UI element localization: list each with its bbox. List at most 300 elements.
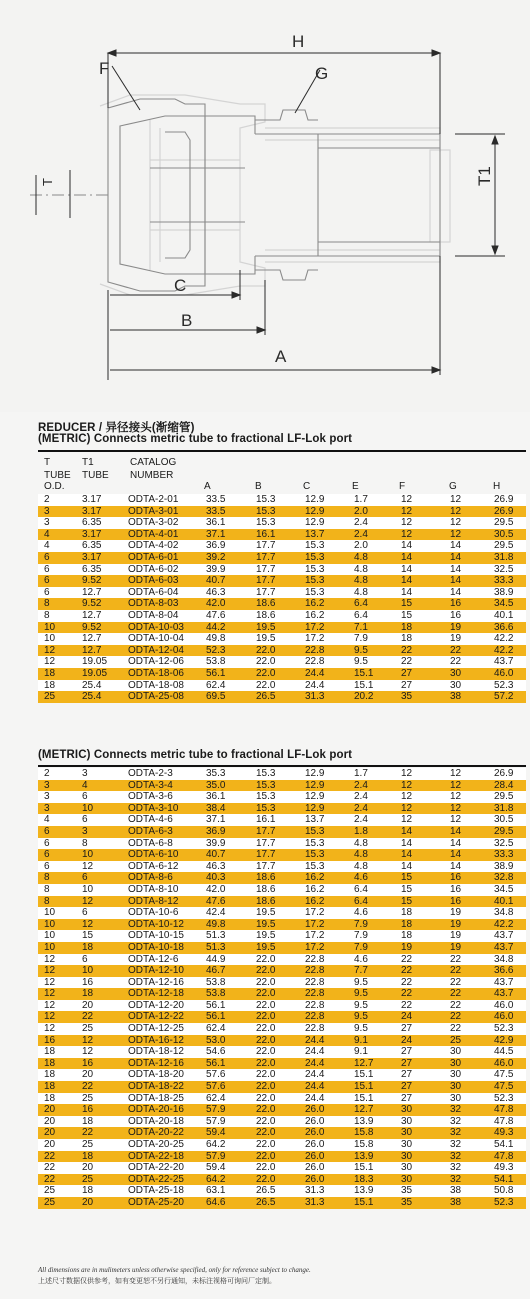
- table-row: [38, 1069, 526, 1081]
- table1-cell: 9.52: [76, 622, 122, 634]
- table1-cell: 3: [38, 517, 76, 529]
- table2-cell: ODTA-20-22: [122, 1127, 200, 1139]
- table2-cell: 31.3: [299, 1185, 348, 1197]
- table-row: [38, 1081, 526, 1093]
- table1-cell: 6.4: [348, 610, 395, 622]
- table2-cell: 2.4: [348, 814, 395, 826]
- table2-cell: 7.7: [348, 965, 395, 977]
- table2-cell: 26.0: [299, 1151, 348, 1163]
- table1-cell: 34.5: [488, 598, 526, 610]
- table2-cell: 26.0: [299, 1139, 348, 1151]
- table2-cell: 20: [38, 1127, 76, 1139]
- table1-cell: 31.3: [299, 691, 348, 703]
- table1-cell: 3.17: [76, 494, 122, 506]
- table2-cell: ODTA-10-12: [122, 919, 200, 931]
- table1-cell: 16.2: [299, 610, 348, 622]
- table2-cell: 16: [76, 977, 122, 989]
- table-row: [38, 1197, 526, 1209]
- table2-cell: 28.4: [488, 780, 526, 792]
- table1-cell: 2.0: [348, 506, 395, 518]
- table1-cell: ODTA-3-01: [122, 506, 200, 518]
- table1-cell: 12.7: [76, 645, 122, 657]
- table2-cell: 6: [76, 907, 122, 919]
- table1-cell: 35: [395, 691, 444, 703]
- table1-cell: 3.17: [76, 529, 122, 541]
- table-row: [38, 680, 526, 692]
- table2-cell: 15.1: [348, 1162, 395, 1174]
- table1-cell: 15: [395, 598, 444, 610]
- table2-cell: 19.5: [250, 919, 299, 931]
- table2-cell: 24: [395, 1035, 444, 1047]
- table1-cell: 6.35: [76, 517, 122, 529]
- table1-cell: 14: [395, 552, 444, 564]
- table2-cell: 10: [38, 919, 76, 931]
- table2-cell: 22: [395, 977, 444, 989]
- table-row: [38, 965, 526, 977]
- table1-cell: 15.3: [250, 494, 299, 506]
- table1-cell: ODTA-3-02: [122, 517, 200, 529]
- table2-cell: 17.2: [299, 930, 348, 942]
- table2-cell: 32: [444, 1151, 488, 1163]
- table2-cell: 22.0: [250, 1093, 299, 1105]
- table1-cell: 42.2: [488, 645, 526, 657]
- table2-cell: 12: [444, 791, 488, 803]
- table2-cell: 22: [38, 1174, 76, 1186]
- table2-cell: 22.0: [250, 1058, 299, 1070]
- table1-cell: 47.6: [200, 610, 250, 622]
- table2-cell: 24.4: [299, 1081, 348, 1093]
- table2-cell: 25: [76, 1093, 122, 1105]
- table1-cell: 37.1: [200, 529, 250, 541]
- table2-cell: 44.5: [488, 1046, 526, 1058]
- table2-cell: 53.8: [200, 988, 250, 1000]
- table1-cell: 12: [38, 645, 76, 657]
- table2-cell: 10: [38, 907, 76, 919]
- header-a: A: [204, 481, 211, 492]
- table1-cell: 24.4: [299, 680, 348, 692]
- table2-cell: ODTA-18-25: [122, 1093, 200, 1105]
- table1-cell: 6.35: [76, 564, 122, 576]
- table2-cell: 15.3: [250, 803, 299, 815]
- table2-cell: ODTA-6-10: [122, 849, 200, 861]
- table1-cell: 12: [395, 494, 444, 506]
- table2-cell: 64.2: [200, 1139, 250, 1151]
- table2-cell: 40.7: [200, 849, 250, 861]
- table2-cell: 25: [38, 1197, 76, 1209]
- table1-cell: 44.2: [200, 622, 250, 634]
- header-number: NUMBER: [130, 470, 174, 481]
- dim-t-label: T: [40, 178, 55, 186]
- table2-cell: 22.0: [250, 1127, 299, 1139]
- table2-cell: 19: [395, 942, 444, 954]
- table2-cell: 12: [395, 803, 444, 815]
- table2-cell: ODTA-12-10: [122, 965, 200, 977]
- table-row: [38, 1093, 526, 1105]
- table2-cell: 16: [76, 1104, 122, 1116]
- table2-cell: 42.9: [488, 1035, 526, 1047]
- table1-cell: 17.7: [250, 575, 299, 587]
- table1-cell: 16: [444, 598, 488, 610]
- table-row: [38, 780, 526, 792]
- table1-cell: 12: [444, 494, 488, 506]
- table1-cell: 14: [444, 540, 488, 552]
- header-t1: T1: [82, 457, 94, 468]
- table1-cell: 46.3: [200, 587, 250, 599]
- table2-cell: 44.9: [200, 954, 250, 966]
- table2-cell: 27: [395, 1023, 444, 1035]
- table1-header: [38, 450, 526, 495]
- table2-cell: ODTA-6-12: [122, 861, 200, 873]
- table2-cell: 22.8: [299, 988, 348, 1000]
- table1-cell: 22.8: [299, 656, 348, 668]
- table2-cell: 6: [76, 791, 122, 803]
- table2-cell: 25: [76, 1023, 122, 1035]
- table1-cell: ODTA-18-06: [122, 668, 200, 680]
- table2-cell: 43.7: [488, 977, 526, 989]
- table-row: [38, 1104, 526, 1116]
- table2-cell: 12: [38, 1011, 76, 1023]
- table1-cell: 4: [38, 540, 76, 552]
- table1-cell: 19: [444, 633, 488, 645]
- table2-cell: 36.6: [488, 965, 526, 977]
- table1-cell: 14: [395, 540, 444, 552]
- table2-cell: 57.9: [200, 1151, 250, 1163]
- table2-cell: 53.8: [200, 977, 250, 989]
- table1-cell: 6.4: [348, 598, 395, 610]
- table1-cell: 31.8: [488, 552, 526, 564]
- table1-cell: 15.3: [299, 575, 348, 587]
- table2-cell: 26.0: [299, 1116, 348, 1128]
- table2-cell: 17.7: [250, 826, 299, 838]
- table2-cell: 19: [444, 930, 488, 942]
- table2-cell: 12: [76, 1035, 122, 1047]
- table2-cell: 26.0: [299, 1104, 348, 1116]
- table1-cell: 7.1: [348, 622, 395, 634]
- table-row: [38, 896, 526, 908]
- table2-cell: 47.8: [488, 1104, 526, 1116]
- table2-cell: 16: [444, 872, 488, 884]
- table2-cell: 47.8: [488, 1116, 526, 1128]
- table2-cell: 4.8: [348, 849, 395, 861]
- table2-cell: 12: [76, 896, 122, 908]
- table2-cell: 18: [76, 1151, 122, 1163]
- table2-cell: 18: [76, 988, 122, 1000]
- table2-cell: 14: [444, 861, 488, 873]
- table2-cell: 22.0: [250, 1081, 299, 1093]
- header-catalog: CATALOG: [130, 457, 177, 468]
- table1-cell: 6: [38, 587, 76, 599]
- table2-cell: 35.3: [200, 768, 250, 780]
- table-row: [38, 691, 526, 703]
- table2-cell: 10: [38, 942, 76, 954]
- table2-cell: 30.5: [488, 814, 526, 826]
- table2-cell: 4.6: [348, 872, 395, 884]
- table2-cell: 34.8: [488, 907, 526, 919]
- table2-cell: 29.5: [488, 791, 526, 803]
- dim-h-label: H: [292, 32, 305, 51]
- table1-cell: 30: [444, 668, 488, 680]
- table2-cell: 12.9: [299, 768, 348, 780]
- table2-cell: 22: [444, 954, 488, 966]
- table2-cell: 32: [444, 1139, 488, 1151]
- table2-cell: 1.7: [348, 768, 395, 780]
- table2-cell: ODTA-12-16: [122, 1058, 200, 1070]
- table2-cell: 12: [38, 1000, 76, 1012]
- table2-cell: 22.0: [250, 1069, 299, 1081]
- table2-cell: 15.3: [299, 826, 348, 838]
- table2-cell: 52.3: [488, 1093, 526, 1105]
- dimension-lines: [36, 50, 505, 380]
- table2-cell: ODTA-6-8: [122, 838, 200, 850]
- table1-cell: 29.5: [488, 540, 526, 552]
- table2-cell: 20: [76, 1197, 122, 1209]
- table-row: [38, 587, 526, 599]
- table1-cell: 12.9: [299, 506, 348, 518]
- table2-cell: ODTA-16-12: [122, 1035, 200, 1047]
- table1-cell: 18: [395, 633, 444, 645]
- table2-cell: 49.8: [200, 919, 250, 931]
- table1-cell: 6: [38, 564, 76, 576]
- table2-cell: 34.8: [488, 954, 526, 966]
- table2-cell: 15.1: [348, 1093, 395, 1105]
- table1-cell: 32.5: [488, 564, 526, 576]
- table1-cell: 29.5: [488, 517, 526, 529]
- table2-cell: 29.5: [488, 826, 526, 838]
- table2-cell: 14: [444, 826, 488, 838]
- table2-cell: 12: [444, 780, 488, 792]
- table2-cell: 22: [38, 1162, 76, 1174]
- table2-cell: 18: [76, 1185, 122, 1197]
- table-row: [38, 1011, 526, 1023]
- table-row: [38, 988, 526, 1000]
- dim-b-label: B: [181, 311, 193, 330]
- table1-cell: ODTA-6-03: [122, 575, 200, 587]
- table-row: [38, 977, 526, 989]
- table2-cell: 2.4: [348, 780, 395, 792]
- table2-cell: 32: [444, 1162, 488, 1174]
- table1-cell: 1.7: [348, 494, 395, 506]
- table2-cell: 32: [444, 1116, 488, 1128]
- table2-cell: 4.6: [348, 907, 395, 919]
- table-row: [38, 942, 526, 954]
- table2-cell: 6: [38, 826, 76, 838]
- table1-cell: 16: [444, 610, 488, 622]
- table2-cell: 27: [395, 1093, 444, 1105]
- table1-cell: ODTA-10-04: [122, 633, 200, 645]
- table2-cell: 24.4: [299, 1093, 348, 1105]
- table1-cell: ODTA-12-04: [122, 645, 200, 657]
- table2-cell: 18: [38, 1069, 76, 1081]
- table2-cell: 13.7: [299, 814, 348, 826]
- table2-cell: 22: [444, 965, 488, 977]
- table-row: [38, 1162, 526, 1174]
- table1-cell: 2.0: [348, 540, 395, 552]
- table2-cell: ODTA-8-6: [122, 872, 200, 884]
- table2-cell: 30: [444, 1081, 488, 1093]
- table2-cell: 9.5: [348, 988, 395, 1000]
- table-row: [38, 656, 526, 668]
- table1-cell: ODTA-8-04: [122, 610, 200, 622]
- table2-cell: 47.5: [488, 1069, 526, 1081]
- table2-cell: 14: [395, 861, 444, 873]
- table2-cell: 63.1: [200, 1185, 250, 1197]
- table2-cell: 57.6: [200, 1081, 250, 1093]
- table-row: [38, 529, 526, 541]
- table2-cell: ODTA-12-22: [122, 1011, 200, 1023]
- table1-cell: 7.9: [348, 633, 395, 645]
- table1-cell: 10: [38, 633, 76, 645]
- table2-cell: 15.3: [250, 780, 299, 792]
- table2-cell: 18: [395, 919, 444, 931]
- table1-cell: 12: [395, 506, 444, 518]
- table2-cell: 22.0: [250, 1104, 299, 1116]
- table1-cell: 8: [38, 598, 76, 610]
- table2-cell: 4.8: [348, 861, 395, 873]
- table2-cell: 22.8: [299, 965, 348, 977]
- table1-cell: 15.3: [299, 587, 348, 599]
- table1-cell: 14: [444, 575, 488, 587]
- footer-note-en: All dimensions are in mulimeters unless otherwise specified, only for reference subject to change.: [38, 1266, 311, 1274]
- table2-cell: 46.3: [200, 861, 250, 873]
- table2-cell: 16: [38, 1035, 76, 1047]
- table2-cell: 16.2: [299, 884, 348, 896]
- table1-cell: 22.8: [299, 645, 348, 657]
- table2-cell: 20: [38, 1116, 76, 1128]
- table1-cell: 6: [38, 552, 76, 564]
- table2-cell: 24: [395, 1011, 444, 1023]
- table-row: [38, 919, 526, 931]
- table-row: [38, 954, 526, 966]
- table2-cell: 15: [76, 930, 122, 942]
- table2-cell: 43.7: [488, 930, 526, 942]
- table2-cell: 22: [395, 1000, 444, 1012]
- table2-cell: 12.7: [348, 1104, 395, 1116]
- table2-cell: 9.5: [348, 1000, 395, 1012]
- table2-cell: 12: [76, 1046, 122, 1058]
- table1-cell: 4.8: [348, 587, 395, 599]
- table2-cell: 15.3: [250, 791, 299, 803]
- table2-cell: 6.4: [348, 896, 395, 908]
- table2-cell: 62.4: [200, 1023, 250, 1035]
- table2-cell: 12: [395, 814, 444, 826]
- table1-cell: 15.1: [348, 668, 395, 680]
- table1-cell: 14: [395, 564, 444, 576]
- section2-title: (METRIC) Connects metric tube to fractional LF-Lok port: [38, 749, 353, 761]
- table1-cell: 62.4: [200, 680, 250, 692]
- table2-cell: 38.4: [200, 803, 250, 815]
- table1-cell: 15.3: [250, 517, 299, 529]
- table1-cell: 14: [395, 587, 444, 599]
- table-section2: [38, 768, 526, 1209]
- table2-cell: 22.0: [250, 1139, 299, 1151]
- table1-cell: 49.8: [200, 633, 250, 645]
- table2-cell: ODTA-12-6: [122, 954, 200, 966]
- table2-cell: 22.8: [299, 977, 348, 989]
- table2-cell: 9.5: [348, 977, 395, 989]
- table-row: [38, 1058, 526, 1070]
- table2-cell: ODTA-12-16: [122, 977, 200, 989]
- table2-cell: 15.3: [299, 838, 348, 850]
- table2-cell: 31.3: [299, 1197, 348, 1209]
- table1-cell: 40.7: [200, 575, 250, 587]
- table1-cell: 39.2: [200, 552, 250, 564]
- table1-cell: 3: [38, 506, 76, 518]
- table2-cell: ODTA-4-6: [122, 814, 200, 826]
- table2-cell: 20: [38, 1139, 76, 1151]
- table2-cell: 14: [444, 838, 488, 850]
- table-row: [38, 1023, 526, 1035]
- table1-cell: ODTA-6-02: [122, 564, 200, 576]
- table1-cell: 38: [444, 691, 488, 703]
- table1-cell: 18: [38, 668, 76, 680]
- table2-cell: 6: [38, 861, 76, 873]
- header-t1-tube: TUBE: [82, 470, 109, 481]
- table2-cell: 15.1: [348, 1081, 395, 1093]
- table-row: [38, 645, 526, 657]
- table1-cell: 26.9: [488, 506, 526, 518]
- table2-cell: 12: [76, 919, 122, 931]
- header-t: T: [44, 457, 51, 468]
- table2-cell: 9.5: [348, 1023, 395, 1035]
- table-row: [38, 907, 526, 919]
- table1-cell: ODTA-6-04: [122, 587, 200, 599]
- table1-cell: 22: [444, 645, 488, 657]
- table2-cell: 18: [38, 1081, 76, 1093]
- table-row: [38, 1174, 526, 1186]
- table2-cell: 17.7: [250, 838, 299, 850]
- table1-cell: 19.5: [250, 622, 299, 634]
- table2-cell: 56.1: [200, 1058, 250, 1070]
- table2-cell: 30: [395, 1162, 444, 1174]
- table2-cell: 22.0: [250, 1011, 299, 1023]
- table2-cell: 8: [38, 896, 76, 908]
- table2-cell: 22: [395, 954, 444, 966]
- table1-cell: 13.7: [299, 529, 348, 541]
- table1-cell: 12.7: [76, 633, 122, 645]
- table2-cell: 4.6: [348, 954, 395, 966]
- table1-cell: 18.6: [250, 610, 299, 622]
- table2-cell: 3: [38, 791, 76, 803]
- table-row: [38, 575, 526, 587]
- table-row: [38, 1185, 526, 1197]
- table2-cell: 15.3: [299, 861, 348, 873]
- table-row: [38, 517, 526, 529]
- table1-cell: 17.2: [299, 633, 348, 645]
- table-row: [38, 814, 526, 826]
- table2-cell: 14: [395, 838, 444, 850]
- table2-cell: 51.3: [200, 930, 250, 942]
- table2-cell: 42.4: [200, 907, 250, 919]
- table-row: [38, 826, 526, 838]
- table1-cell: 14: [444, 564, 488, 576]
- footer-note-cn: 上述尺寸数据仅供参考，如有变更恕不另行通知，未标注视格可询问厂定制。: [38, 1278, 276, 1285]
- table2-cell: 43.7: [488, 988, 526, 1000]
- table-row: [38, 622, 526, 634]
- table1-cell: 46.0: [488, 668, 526, 680]
- table1-cell: 26.9: [488, 494, 526, 506]
- table2-cell: 12.7: [348, 1058, 395, 1070]
- table1-cell: 10: [38, 622, 76, 634]
- table2-cell: 25: [76, 1174, 122, 1186]
- table2-cell: 49.3: [488, 1127, 526, 1139]
- table1-cell: 3.17: [76, 552, 122, 564]
- table2-cell: 26.0: [299, 1174, 348, 1186]
- table2-cell: ODTA-18-20: [122, 1069, 200, 1081]
- table2-cell: 20: [76, 1000, 122, 1012]
- table2-cell: 32: [444, 1127, 488, 1139]
- table1-cell: ODTA-4-02: [122, 540, 200, 552]
- table1-cell: 24.4: [299, 668, 348, 680]
